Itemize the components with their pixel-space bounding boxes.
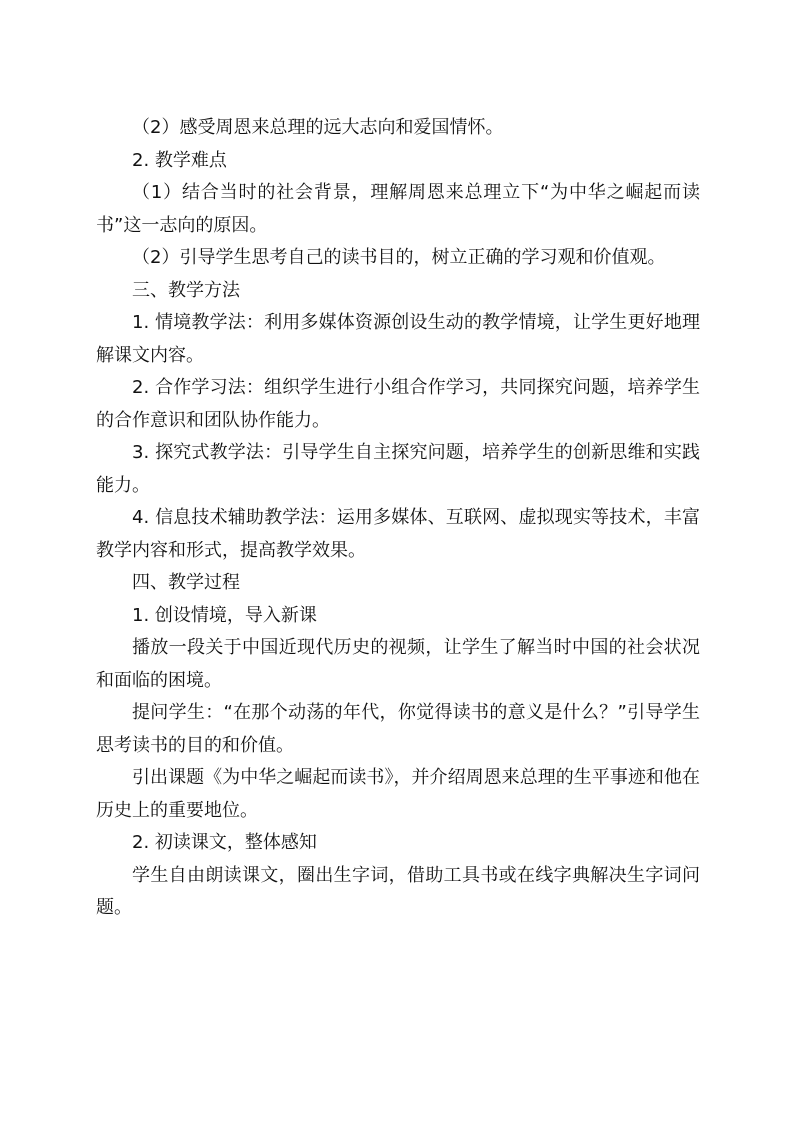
paragraph-process-video: 播放一段关于中国近现代历史的视频，让学生了解当时中国的社会状况和面临的困境。 [96,637,700,691]
heading-teaching-methods: 三、教学方法 [132,279,240,301]
paragraph-method-1: 1. 情境教学法：利用多媒体资源创设生动的教学情境，让学生更好地理解课文内容。 [96,312,700,366]
paragraph-method-2: 2. 合作学习法：组织学生进行小组合作学习，共同探究问题，培养学生的合作意识和团队协作能力。 [96,377,700,431]
paragraph-difficulty-1: （1）结合当时的社会背景，理解周恩来总理立下“为中华之崛起而读书”这一志向的原因。 [96,182,700,236]
paragraph-method-4: 4. 信息技术辅助教学法：运用多媒体、互联网、虚拟现实等技术，丰富教学内容和形式，提高教学效果。 [96,507,700,561]
document-body [96,112,700,925]
paragraph-process-question: 提问学生：“在那个动荡的年代，你觉得读书的意义是什么？”引导学生思考读书的目的和价值。 [96,702,700,756]
paragraph-difficulty-2: （2）引导学生思考自己的读书目的，树立正确的学习观和价值观。 [132,247,666,268]
heading-process-step-1: 1. 创设情境，导入新课 [132,604,317,626]
paragraph-process-topic: 引出课题《为中华之崛起而读书》，并介绍周恩来总理的生平事迹和他在历史上的重要地位。 [96,767,700,821]
paragraph-method-3: 3. 探究式教学法：引导学生自主探究问题，培养学生的创新思维和实践能力。 [96,442,700,496]
paragraph-process-reading: 学生自由朗读课文，圈出生字词，借助工具书或在线字典解决生字词问题。 [96,864,700,918]
heading-process-step-2: 2. 初读课文，整体感知 [132,832,317,853]
heading-teaching-difficulties: 2. 教学难点 [132,149,227,171]
heading-teaching-process: 四、教学过程 [132,572,240,593]
paragraph-objective-2: （2）感受周恩来总理的远大志向和爱国情怀。 [132,117,504,138]
